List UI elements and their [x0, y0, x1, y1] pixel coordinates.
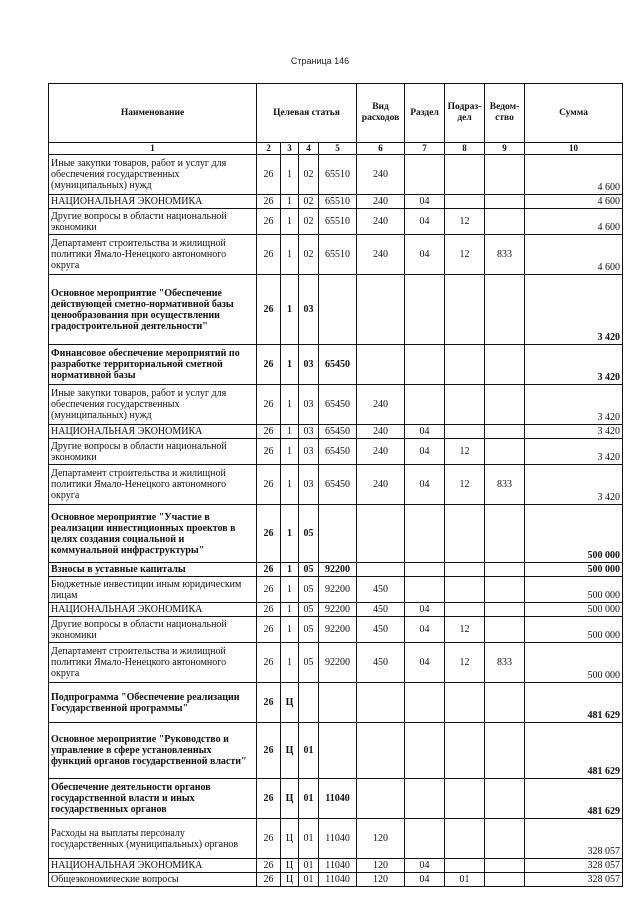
column-number: 8 — [445, 143, 485, 155]
cell-activity: 01 — [299, 723, 319, 779]
cell-activity: 03 — [299, 345, 319, 385]
cell-sum: 500 000 — [525, 617, 623, 643]
cell-expense-type — [357, 683, 405, 723]
cell-sum: 500 000 — [525, 577, 623, 603]
cell-direction: 11040 — [319, 779, 357, 819]
budget-table — [48, 83, 623, 887]
table-row — [49, 617, 623, 643]
cell-direction: 65450 — [319, 345, 357, 385]
cell-program: 26 — [257, 873, 281, 887]
cell-expense-type: 240 — [357, 155, 405, 195]
cell-program: 26 — [257, 779, 281, 819]
cell-section: 04 — [405, 643, 445, 683]
cell-department — [485, 723, 525, 779]
cell-direction: 92200 — [319, 563, 357, 577]
cell-activity: 02 — [299, 209, 319, 235]
cell-department — [485, 779, 525, 819]
cell-section — [405, 563, 445, 577]
cell-department — [485, 425, 525, 439]
cell-department — [485, 617, 525, 643]
cell-subprogram: 1 — [281, 235, 299, 275]
cell-program: 26 — [257, 465, 281, 505]
table-row — [49, 859, 623, 873]
cell-sum: 328 057 — [525, 819, 623, 859]
cell-activity: 01 — [299, 873, 319, 887]
cell-sum: 481 629 — [525, 723, 623, 779]
cell-section — [405, 155, 445, 195]
cell-department — [485, 275, 525, 345]
cell-activity: 05 — [299, 643, 319, 683]
header-department: Ведом-ство — [485, 84, 525, 143]
cell-sum: 4 600 — [525, 195, 623, 209]
cell-subprogram: 1 — [281, 345, 299, 385]
cell-name: Бюджетные инвестиции иным юридическим лицам — [49, 577, 257, 603]
cell-direction: 65510 — [319, 155, 357, 195]
cell-subsection: 12 — [445, 439, 485, 465]
table-row — [49, 723, 623, 779]
cell-section — [405, 577, 445, 603]
cell-subsection — [445, 155, 485, 195]
cell-sum: 4 600 — [525, 209, 623, 235]
cell-activity: 05 — [299, 505, 319, 563]
cell-name: Взносы в уставные капиталы — [49, 563, 257, 577]
cell-subsection: 12 — [445, 209, 485, 235]
cell-subsection — [445, 385, 485, 425]
cell-sum: 328 057 — [525, 859, 623, 873]
column-number: 4 — [299, 143, 319, 155]
cell-name: Обеспечение деятельности органов государственной власти и иных государственных органов — [49, 779, 257, 819]
header-row — [49, 84, 623, 143]
cell-program: 26 — [257, 643, 281, 683]
cell-name: Департамент строительства и жилищной политики Ямало-Ненецкого автономного округа — [49, 643, 257, 683]
cell-subprogram: Ц — [281, 819, 299, 859]
cell-expense-type — [357, 505, 405, 563]
cell-subsection: 12 — [445, 235, 485, 275]
table-row — [49, 439, 623, 465]
cell-activity: 03 — [299, 439, 319, 465]
cell-name: Подпрограмма "Обеспечение реализации Государственной программы" — [49, 683, 257, 723]
cell-expense-type: 450 — [357, 617, 405, 643]
cell-name: НАЦИОНАЛЬНАЯ ЭКОНОМИКА — [49, 859, 257, 873]
cell-name: НАЦИОНАЛЬНАЯ ЭКОНОМИКА — [49, 195, 257, 209]
cell-activity: 03 — [299, 385, 319, 425]
cell-department: 833 — [485, 235, 525, 275]
cell-department — [485, 563, 525, 577]
cell-activity: 02 — [299, 235, 319, 275]
table-row — [49, 819, 623, 859]
cell-program: 26 — [257, 425, 281, 439]
cell-activity: 02 — [299, 195, 319, 209]
cell-sum: 500 000 — [525, 505, 623, 563]
cell-expense-type: 240 — [357, 385, 405, 425]
cell-department — [485, 873, 525, 887]
cell-section — [405, 505, 445, 563]
cell-activity: 01 — [299, 779, 319, 819]
cell-subprogram: 1 — [281, 577, 299, 603]
cell-direction: 65510 — [319, 209, 357, 235]
column-number: 1 — [49, 143, 257, 155]
table-row — [49, 577, 623, 603]
cell-section: 04 — [405, 873, 445, 887]
cell-subsection — [445, 505, 485, 563]
cell-expense-type: 240 — [357, 235, 405, 275]
cell-subsection — [445, 859, 485, 873]
cell-expense-type — [357, 779, 405, 819]
cell-department — [485, 345, 525, 385]
cell-subsection — [445, 683, 485, 723]
table-row — [49, 603, 623, 617]
cell-program: 26 — [257, 505, 281, 563]
cell-expense-type — [357, 563, 405, 577]
cell-sum: 3 420 — [525, 345, 623, 385]
table-row — [49, 385, 623, 425]
cell-subprogram: 1 — [281, 603, 299, 617]
table-row — [49, 155, 623, 195]
column-number: 9 — [485, 143, 525, 155]
cell-activity: 03 — [299, 425, 319, 439]
cell-expense-type: 120 — [357, 873, 405, 887]
cell-direction — [319, 505, 357, 563]
cell-subsection — [445, 563, 485, 577]
cell-direction: 92200 — [319, 603, 357, 617]
column-number: 3 — [281, 143, 299, 155]
cell-department — [485, 683, 525, 723]
cell-subsection — [445, 603, 485, 617]
cell-direction: 11040 — [319, 859, 357, 873]
cell-subsection — [445, 779, 485, 819]
cell-program: 26 — [257, 235, 281, 275]
cell-department — [485, 195, 525, 209]
cell-subprogram: 1 — [281, 465, 299, 505]
cell-expense-type: 240 — [357, 195, 405, 209]
cell-name: Департамент строительства и жилищной политики Ямало-Ненецкого автономного округа — [49, 235, 257, 275]
cell-program: 26 — [257, 275, 281, 345]
cell-subprogram: Ц — [281, 779, 299, 819]
cell-sum: 500 000 — [525, 603, 623, 617]
cell-activity: 03 — [299, 465, 319, 505]
table-row — [49, 643, 623, 683]
cell-direction: 11040 — [319, 873, 357, 887]
cell-subsection — [445, 819, 485, 859]
cell-subsection — [445, 723, 485, 779]
cell-name: Общеэкономические вопросы — [49, 873, 257, 887]
cell-subprogram: 1 — [281, 155, 299, 195]
cell-subprogram: 1 — [281, 385, 299, 425]
cell-name: Департамент строительства и жилищной политики Ямало-Ненецкого автономного округа — [49, 465, 257, 505]
cell-department — [485, 209, 525, 235]
cell-department: 833 — [485, 465, 525, 505]
cell-name: Другие вопросы в области национальной экономики — [49, 439, 257, 465]
cell-subprogram: 1 — [281, 505, 299, 563]
cell-subsection: 01 — [445, 873, 485, 887]
table-row — [49, 425, 623, 439]
cell-sum: 3 420 — [525, 465, 623, 505]
cell-activity: 01 — [299, 819, 319, 859]
cell-activity: 05 — [299, 577, 319, 603]
cell-subprogram: 1 — [281, 275, 299, 345]
cell-program: 26 — [257, 385, 281, 425]
cell-expense-type: 450 — [357, 577, 405, 603]
column-number-row — [49, 143, 623, 155]
cell-subsection — [445, 345, 485, 385]
cell-program: 26 — [257, 439, 281, 465]
cell-direction: 65510 — [319, 195, 357, 209]
cell-expense-type: 120 — [357, 859, 405, 873]
cell-direction: 65450 — [319, 439, 357, 465]
header-section: Раздел — [405, 84, 445, 143]
cell-department: 833 — [485, 643, 525, 683]
cell-program: 26 — [257, 723, 281, 779]
cell-name: Другие вопросы в области национальной экономики — [49, 209, 257, 235]
cell-sum: 481 629 — [525, 683, 623, 723]
cell-sum: 3 420 — [525, 439, 623, 465]
cell-program: 26 — [257, 563, 281, 577]
cell-subprogram: 1 — [281, 425, 299, 439]
cell-program: 26 — [257, 819, 281, 859]
header-expense-type: Вид расходов — [357, 84, 405, 143]
cell-sum: 500 000 — [525, 643, 623, 683]
cell-activity: 05 — [299, 603, 319, 617]
cell-name: Другие вопросы в области национальной экономики — [49, 617, 257, 643]
cell-department — [485, 439, 525, 465]
cell-sum: 328 057 — [525, 873, 623, 887]
cell-subprogram: 1 — [281, 209, 299, 235]
cell-department — [485, 859, 525, 873]
cell-program: 26 — [257, 345, 281, 385]
column-number: 10 — [525, 143, 623, 155]
table-row — [49, 195, 623, 209]
cell-subprogram: Ц — [281, 683, 299, 723]
cell-name: Расходы на выплаты персоналу государственных (муниципальных) органов — [49, 819, 257, 859]
cell-activity: 01 — [299, 859, 319, 873]
cell-department — [485, 155, 525, 195]
cell-program: 26 — [257, 683, 281, 723]
column-number: 7 — [405, 143, 445, 155]
cell-program: 26 — [257, 617, 281, 643]
cell-expense-type: 240 — [357, 439, 405, 465]
cell-name: Основное мероприятие "Обеспечение действующей сметно-нормативной базы ценообразования при осуществлении градостроительной деятельности" — [49, 275, 257, 345]
cell-subsection: 12 — [445, 617, 485, 643]
cell-program: 26 — [257, 155, 281, 195]
table-row — [49, 683, 623, 723]
cell-section — [405, 723, 445, 779]
cell-section: 04 — [405, 425, 445, 439]
cell-name: Основное мероприятие "Участие в реализации инвестиционных проектов в целях создания социальной и коммунальной инфраструктуры" — [49, 505, 257, 563]
cell-expense-type — [357, 275, 405, 345]
cell-name: Основное мероприятие "Руководство и управление в сфере установленных функций органов государственной власти" — [49, 723, 257, 779]
cell-section: 04 — [405, 195, 445, 209]
cell-sum: 4 600 — [525, 235, 623, 275]
cell-activity: 05 — [299, 563, 319, 577]
table-row — [49, 209, 623, 235]
cell-expense-type — [357, 345, 405, 385]
cell-sum: 3 420 — [525, 385, 623, 425]
header-target-article: Целевая статья — [257, 84, 357, 143]
cell-section: 04 — [405, 465, 445, 505]
cell-program: 26 — [257, 195, 281, 209]
cell-section — [405, 385, 445, 425]
cell-section — [405, 819, 445, 859]
cell-sum: 4 600 — [525, 155, 623, 195]
cell-subsection — [445, 275, 485, 345]
cell-direction: 92200 — [319, 617, 357, 643]
cell-department — [485, 577, 525, 603]
cell-section — [405, 779, 445, 819]
cell-activity: 02 — [299, 155, 319, 195]
cell-name: НАЦИОНАЛЬНАЯ ЭКОНОМИКА — [49, 603, 257, 617]
column-number: 5 — [319, 143, 357, 155]
cell-subprogram: Ц — [281, 873, 299, 887]
cell-subprogram: 1 — [281, 439, 299, 465]
cell-expense-type: 450 — [357, 603, 405, 617]
cell-section: 04 — [405, 617, 445, 643]
cell-expense-type: 120 — [357, 819, 405, 859]
cell-direction: 92200 — [319, 643, 357, 683]
cell-direction: 65450 — [319, 425, 357, 439]
table-row — [49, 563, 623, 577]
table-row — [49, 873, 623, 887]
cell-direction: 11040 — [319, 819, 357, 859]
table-row — [49, 465, 623, 505]
cell-section — [405, 345, 445, 385]
cell-direction: 92200 — [319, 577, 357, 603]
cell-expense-type: 450 — [357, 643, 405, 683]
header-name: Наименование — [49, 84, 257, 143]
cell-program: 26 — [257, 577, 281, 603]
cell-activity — [299, 683, 319, 723]
table-row — [49, 505, 623, 563]
cell-subsection — [445, 425, 485, 439]
cell-section: 04 — [405, 603, 445, 617]
header-sum: Сумма — [525, 84, 623, 143]
table-row — [49, 779, 623, 819]
table-row — [49, 275, 623, 345]
cell-program: 26 — [257, 603, 281, 617]
cell-section: 04 — [405, 859, 445, 873]
cell-section: 04 — [405, 209, 445, 235]
cell-sum: 3 420 — [525, 275, 623, 345]
cell-direction — [319, 275, 357, 345]
cell-subprogram: 1 — [281, 563, 299, 577]
cell-sum: 3 420 — [525, 425, 623, 439]
cell-program: 26 — [257, 859, 281, 873]
cell-subsection: 12 — [445, 643, 485, 683]
header-subsection: Подраз-дел — [445, 84, 485, 143]
cell-direction — [319, 683, 357, 723]
cell-department — [485, 505, 525, 563]
cell-subprogram: Ц — [281, 723, 299, 779]
cell-section: 04 — [405, 439, 445, 465]
cell-department — [485, 385, 525, 425]
cell-department — [485, 819, 525, 859]
cell-direction: 65450 — [319, 385, 357, 425]
cell-name: Иные закупки товаров, работ и услуг для обеспечения государственных (муниципальных) нужд — [49, 385, 257, 425]
cell-subsection — [445, 195, 485, 209]
page-number: Страница 146 — [290, 56, 350, 66]
cell-direction: 65510 — [319, 235, 357, 275]
cell-subprogram: 1 — [281, 195, 299, 209]
column-number: 6 — [357, 143, 405, 155]
cell-section — [405, 683, 445, 723]
cell-subprogram: Ц — [281, 859, 299, 873]
cell-expense-type: 240 — [357, 425, 405, 439]
table-row — [49, 345, 623, 385]
cell-expense-type: 240 — [357, 465, 405, 505]
cell-expense-type — [357, 723, 405, 779]
cell-activity: 05 — [299, 617, 319, 643]
column-number: 2 — [257, 143, 281, 155]
cell-subprogram: 1 — [281, 617, 299, 643]
cell-program: 26 — [257, 209, 281, 235]
cell-activity: 03 — [299, 275, 319, 345]
cell-sum: 500 000 — [525, 563, 623, 577]
table-row — [49, 235, 623, 275]
cell-sum: 481 629 — [525, 779, 623, 819]
cell-name: Иные закупки товаров, работ и услуг для обеспечения государственных (муниципальных) нужд — [49, 155, 257, 195]
cell-subsection: 12 — [445, 465, 485, 505]
cell-department — [485, 603, 525, 617]
cell-expense-type: 240 — [357, 209, 405, 235]
cell-section: 04 — [405, 235, 445, 275]
cell-name: НАЦИОНАЛЬНАЯ ЭКОНОМИКА — [49, 425, 257, 439]
cell-subprogram: 1 — [281, 643, 299, 683]
cell-direction: 65450 — [319, 465, 357, 505]
cell-name: Финансовое обеспечение мероприятий по разработке территориальной сметной нормативной базы — [49, 345, 257, 385]
cell-direction — [319, 723, 357, 779]
cell-section — [405, 275, 445, 345]
cell-subsection — [445, 577, 485, 603]
